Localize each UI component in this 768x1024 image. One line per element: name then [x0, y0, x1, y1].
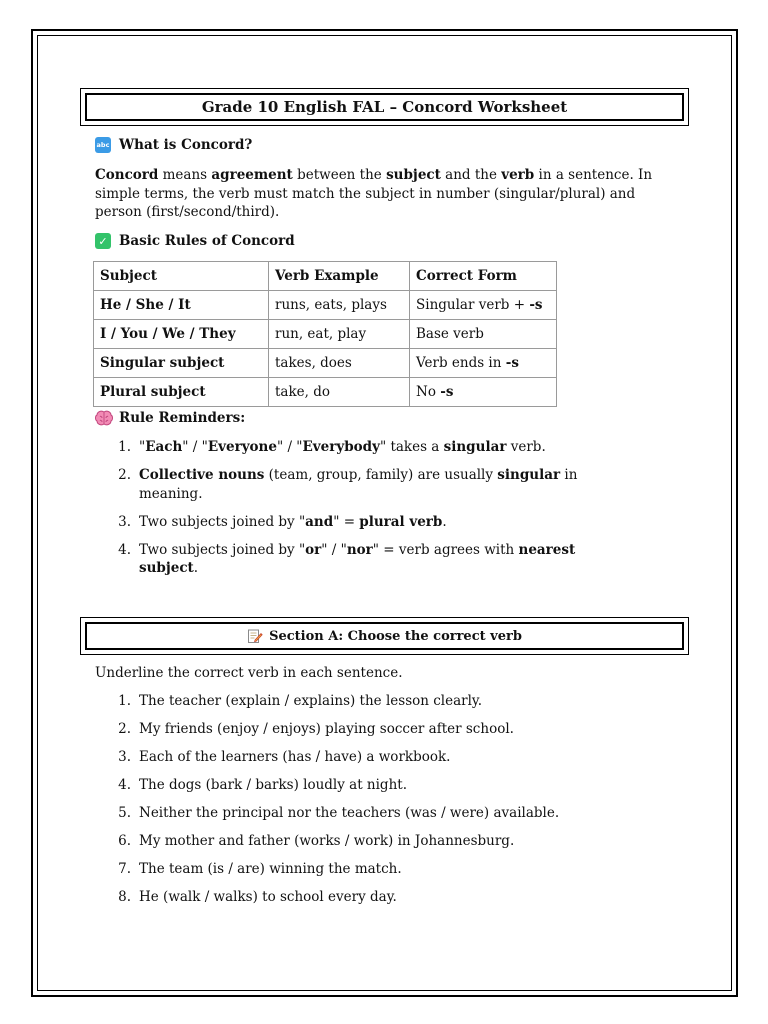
form-suffix: -s: [529, 297, 543, 313]
form-text: Singular verb +: [416, 297, 530, 313]
definition-text-3: and the: [440, 167, 502, 183]
table-row: [94, 291, 557, 320]
example-cell: runs, eats, plays: [269, 291, 410, 320]
column-header: Correct Form: [410, 262, 557, 291]
list-number: 2.: [118, 467, 131, 483]
exercise-sentence: The team (is / are) winning the match.: [139, 861, 402, 877]
exercise-sentence: The dogs (bark / barks) loudly at night.: [139, 777, 407, 793]
text-part: " / ": [276, 439, 303, 455]
exercise-item: [95, 804, 635, 823]
definition-text-1: means: [158, 167, 212, 183]
exercise-item: [95, 692, 635, 711]
form-cell: [410, 378, 557, 407]
list-item-text: [139, 438, 635, 457]
text-part: " =: [333, 513, 360, 530]
subject-cell: [94, 320, 269, 349]
basic-rules-label: Basic Rules of Concord: [119, 233, 295, 249]
list-number: 8.: [118, 889, 131, 905]
table-row: [94, 320, 557, 349]
form-text: Verb ends in: [416, 355, 506, 371]
list-number: 4.: [118, 541, 131, 558]
agreement-term: agreement: [211, 167, 293, 183]
text-part: .: [193, 560, 199, 576]
subject-cell-text: Singular subject: [100, 355, 225, 371]
rules-table: [93, 261, 557, 407]
text-part: " takes a: [379, 439, 444, 455]
form-cell: [410, 320, 557, 349]
example-cell: take, do: [269, 378, 410, 407]
table-row: [94, 349, 557, 378]
list-item-text: [139, 466, 635, 503]
form-cell: [410, 291, 557, 320]
table-row: [94, 378, 557, 407]
basic-rules-heading: [95, 233, 295, 249]
subject-cell-text: I / You / We / They: [100, 326, 236, 342]
what-is-concord-heading: [95, 137, 252, 153]
subject-cell: [94, 291, 269, 320]
exercise-item: [95, 776, 635, 795]
subject-cell-text: Plural subject: [100, 384, 206, 400]
subject-cell: [94, 378, 269, 407]
worksheet-title-box: [80, 88, 689, 126]
exercise-item: [95, 720, 635, 739]
definition-text-4: in a sentence. In simple terms, the verb must match the subject in number (singular/plural) and person (first/second/third).: [95, 167, 653, 220]
concord-term: Concord: [95, 167, 159, 183]
bold-part: singular: [443, 439, 507, 455]
section-a-exercise-list: [95, 692, 635, 916]
text-part: (team, group, family) are usually: [264, 467, 498, 483]
subject-term: subject: [386, 167, 441, 183]
bold-part: Everybody: [302, 439, 380, 455]
text-part: Two subjects joined by ": [139, 513, 306, 530]
exercise-item: [95, 888, 635, 907]
memo-pencil-icon: [247, 628, 263, 644]
list-item: [95, 541, 635, 578]
table-header-row: [94, 262, 557, 291]
exercise-item: [95, 832, 635, 851]
bold-part: and: [305, 513, 334, 530]
text-part: in meaning.: [139, 467, 578, 502]
form-suffix: -s: [505, 355, 519, 371]
bold-part: Collective nouns: [139, 467, 265, 483]
list-item: [95, 513, 635, 532]
what-is-concord-label: What is Concord?: [119, 137, 253, 153]
text-part: " / ": [182, 439, 208, 455]
abc-icon: abc: [95, 137, 111, 153]
check-mark-icon: ✓: [95, 233, 111, 249]
text-part: " = verb agrees with: [372, 541, 519, 558]
verb-term: verb: [501, 167, 535, 183]
list-number: 6.: [118, 833, 131, 849]
list-number: 4.: [118, 777, 131, 793]
text-part: verb.: [506, 439, 546, 455]
exercise-item: [95, 860, 635, 879]
rule-reminders-heading: [95, 410, 245, 426]
text-part: .: [442, 513, 447, 530]
list-item: [95, 466, 635, 503]
list-item-text: [139, 513, 635, 532]
exercise-sentence: Neither the principal nor the teachers (was / were) available.: [139, 805, 560, 821]
section-a-title-box: [80, 617, 689, 655]
exercise-sentence: My mother and father (works / work) in Johannesburg.: [139, 833, 515, 849]
exercise-sentence: The teacher (explain / explains) the lesson clearly.: [139, 693, 483, 709]
list-number: 3.: [118, 749, 131, 765]
exercise-item: [95, 748, 635, 767]
subject-cell-text: He / She / It: [100, 297, 191, 313]
text-part: ": [139, 439, 146, 455]
form-suffix: -s: [440, 384, 454, 400]
column-header: Subject: [94, 262, 269, 291]
example-cell: run, eat, play: [269, 320, 410, 349]
form-text: Base verb: [416, 326, 484, 342]
list-number: 3.: [118, 513, 131, 530]
example-cell: takes, does: [269, 349, 410, 378]
form-text: No: [416, 384, 441, 400]
bold-part: nor: [346, 541, 373, 558]
list-number: 5.: [118, 805, 131, 821]
section-a-title: Section A: Choose the correct verb: [269, 628, 522, 644]
rule-reminders-label: Rule Reminders:: [119, 410, 246, 426]
section-a-instruction: Underline the correct verb in each sentence.: [95, 665, 403, 681]
concord-definition: [95, 166, 675, 222]
list-number: 2.: [118, 721, 131, 737]
form-cell: [410, 349, 557, 378]
bold-part: Each: [145, 439, 183, 455]
list-number: 1.: [118, 693, 131, 709]
section-a-title-bar: [85, 622, 684, 650]
text-part: " / ": [321, 541, 347, 558]
exercise-sentence: He (walk / walks) to school every day.: [139, 889, 397, 905]
definition-text-2: between the: [292, 167, 387, 183]
bold-part: Everyone: [207, 439, 277, 455]
list-number: 1.: [118, 439, 131, 455]
text-part: Two subjects joined by ": [139, 541, 306, 558]
column-header: Verb Example: [269, 262, 410, 291]
rule-reminders-list: [95, 438, 635, 587]
exercise-sentence: Each of the learners (has / have) a workbook.: [139, 749, 451, 765]
bold-part: or: [305, 541, 322, 558]
brain-icon: [95, 410, 113, 426]
list-item: [95, 438, 635, 457]
bold-part: nearest subject: [139, 541, 576, 576]
subject-cell: [94, 349, 269, 378]
worksheet-title: Grade 10 English FAL – Concord Worksheet: [85, 93, 684, 121]
list-number: 7.: [118, 861, 131, 877]
bold-part: plural verb: [359, 513, 443, 530]
bold-part: singular: [497, 467, 561, 483]
list-item-text: [139, 541, 635, 578]
exercise-sentence: My friends (enjoy / enjoys) playing soccer after school.: [139, 721, 514, 737]
